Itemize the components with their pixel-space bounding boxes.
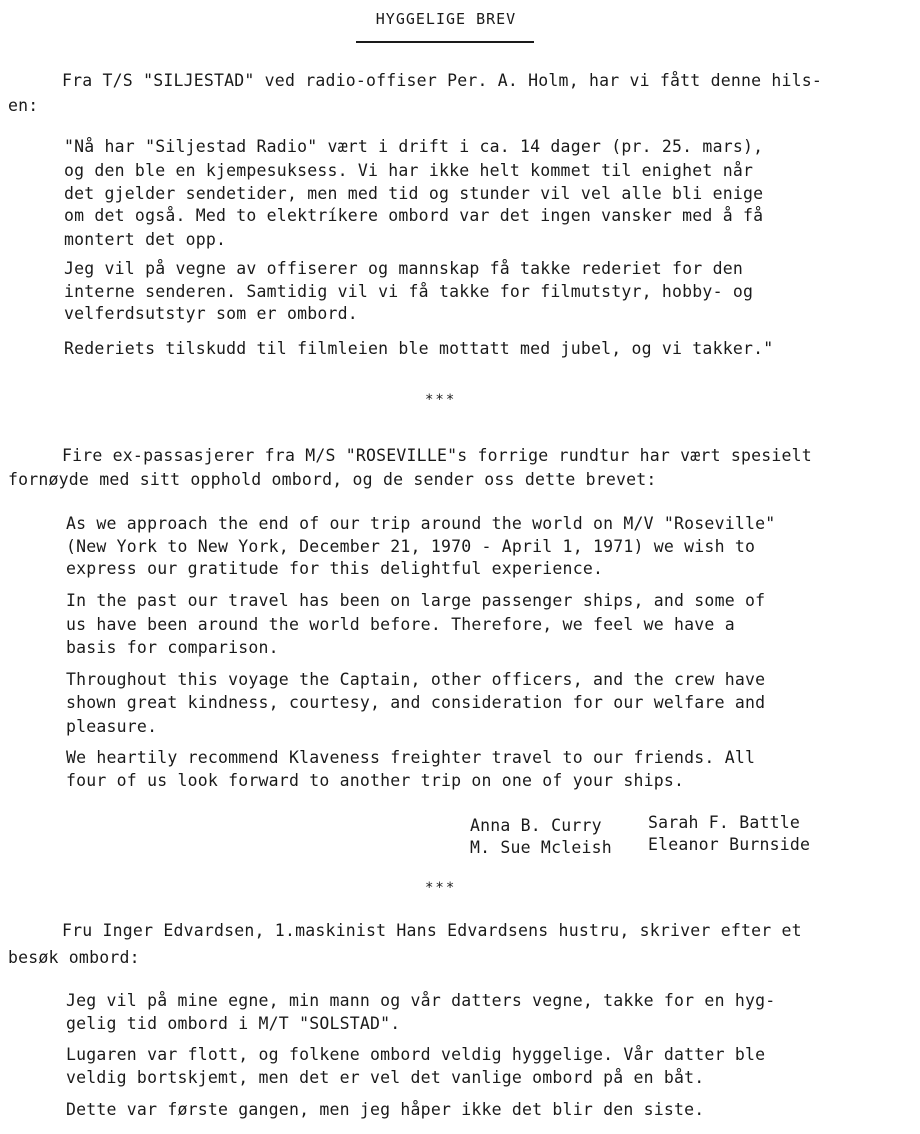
letter2-paragraph-line: We heartily recommend Klaveness freighter travel to our friends. All (66, 748, 756, 767)
letter2-paragraph-line: In the past our travel has been on large passenger ships, and some of (66, 591, 766, 610)
letter3-paragraph-line: gelig tid ombord i M/T "SOLSTAD". (66, 1014, 401, 1033)
letter2-paragraph-line: (New York to New York, December 21, 1970 - April 1, 1971) we wish to (66, 537, 756, 556)
letter1-paragraph-line: Jeg vil på vegne av offiserer og mannskap få takke rederiet for den (64, 259, 743, 278)
letter3-paragraph-line: veldig bortskjemt, men det er vel det vanlige ombord på en båt. (66, 1068, 705, 1087)
signature-name: Anna B. Curry (470, 816, 602, 835)
letter1-paragraph-line: "Nå har "Siljestad Radio" vært i drift i ca. 14 dager (pr. 25. mars), (64, 137, 764, 156)
letter2-paragraph-line: As we approach the end of our trip around the world on M/V "Roseville" (66, 514, 776, 533)
section-separator: *** (425, 880, 457, 896)
letter2-paragraph-line: four of us look forward to another trip on one of your ships. (66, 771, 685, 790)
letter2-intro-line: Fire ex-passasjerer fra M/S "ROSEVILLE"s forrige rundtur har vært spesielt (62, 446, 812, 465)
letter3-paragraph-line: Dette var første gangen, men jeg håper ikke det blir den siste. (66, 1100, 705, 1119)
letter1-paragraph-line: det gjelder sendetider, men med tid og stunder vil vel alle bli enige (64, 184, 764, 203)
section-separator: *** (425, 392, 457, 408)
signature-name: Eleanor Burnside (648, 835, 811, 854)
signature-name: M. Sue Mcleish (470, 838, 612, 857)
letter2-paragraph-line: express our gratitude for this delightful experience. (66, 559, 604, 578)
letter1-paragraph-line: montert det opp. (64, 230, 227, 249)
letter1-paragraph-line: Rederiets tilskudd til filmleien ble mottatt med jubel, og vi takker." (64, 339, 774, 358)
letter3-intro-line: besøk ombord: (8, 948, 140, 967)
letter2-intro-line: fornøyde med sitt opphold ombord, og de sender oss dette brevet: (8, 470, 657, 489)
letter2-paragraph-line: us have been around the world before. Therefore, we feel we have a (66, 615, 735, 634)
page-title: HYGGELIGE BREV (375, 10, 517, 28)
letter1-paragraph-line: interne senderen. Samtidig vil vi få takke for filmutstyr, hobby- og (64, 282, 754, 301)
letter2-paragraph-line: pleasure. (66, 717, 158, 736)
letter1-paragraph-line: velferdsutstyr som er ombord. (64, 304, 358, 323)
letter3-paragraph-line: Jeg vil på mine egne, min mann og vår datters vegne, takke for en hyg- (66, 991, 776, 1010)
letter2-paragraph-line: shown great kindness, courtesy, and consideration for our welfare and (66, 693, 766, 712)
letter2-paragraph-line: Throughout this voyage the Captain, other officers, and the crew have (66, 670, 766, 689)
title-underline (356, 41, 534, 43)
letter1-intro-line: Fra T/S "SILJESTAD" ved radio-offiser Per. A. Holm, har vi fått denne hils- (62, 71, 823, 90)
letter3-intro-line: Fru Inger Edvardsen, 1.maskinist Hans Edvardsens hustru, skriver efter et (62, 921, 802, 940)
letter1-intro-line: en: (8, 96, 39, 115)
letter2-paragraph-line: basis for comparison. (66, 638, 279, 657)
letter3-paragraph-line: Lugaren var flott, og folkene ombord veldig hyggelige. Vår datter ble (66, 1045, 766, 1064)
signature-name: Sarah F. Battle (648, 813, 801, 832)
letter1-paragraph-line: om det også. Med to elektríkere ombord var det ingen vansker med å få (64, 206, 764, 225)
letter1-paragraph-line: og den ble en kjempesuksess. Vi har ikke helt kommet til enighet når (64, 161, 754, 180)
